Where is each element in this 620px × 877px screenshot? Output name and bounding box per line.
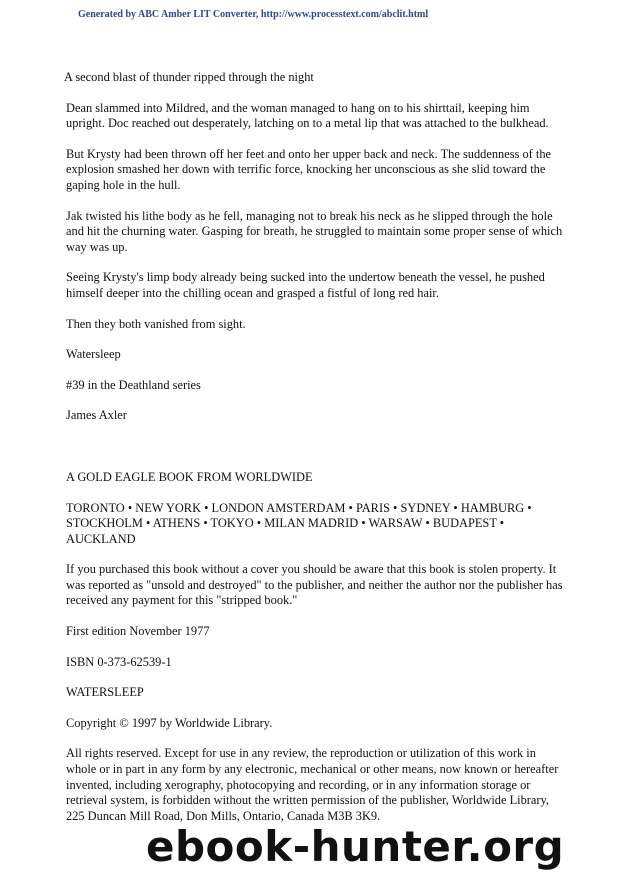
edition-line: First edition November 1977	[66, 624, 210, 639]
book-title: Watersleep	[66, 347, 121, 362]
paragraph-vanished: Then they both vanished from sight.	[66, 316, 246, 331]
paragraph-krysty: But Krysty had been thrown off her feet and onto her upper back and neck. The suddenness of the explosion smashed her down with terrific force, knocking her unconscious as she slid toward the gaping hole in the hull.	[66, 146, 555, 192]
document-body	[64, 70, 564, 824]
rights-reserved-notice: All rights reserved. Except for use in any review, the reproduction or utilization of this work in whole or in part in any form by any electronic, mechanical or other means, now known or hereafter invented, including xerography, photocopying and recording, or in any information storage or retrieval system, is forbidden without the written permission of the publisher, Worldwide Library, 225 Duncan Mill Road, Don Mills, Ontario, Canada M3B 3K9.	[66, 746, 562, 823]
paragraph-thunder: A second blast of thunder ripped through the night	[64, 70, 314, 84]
converter-header-link[interactable]: Generated by ABC Amber LIT Converter, http://www.processtext.com/abclit.html	[78, 9, 429, 20]
cities-line: TORONTO • NEW YORK • LONDON AMSTERDAM • PARIS • SYDNEY • HAMBURG • STOCKHOLM • ATHENS • TOKYO • MILAN MADRID • WARSAW • BUDAPEST • AUCKLAND	[66, 500, 535, 546]
isbn-line: ISBN 0-373-62539-1	[66, 654, 172, 669]
watermark-text: ebook-hunter.org	[146, 822, 565, 871]
paragraph-dean: Dean slammed into Mildred, and the woman managed to hang on to his shirttail, keeping him upright. Doc reached out desperately, latching on to a metal lip that was attached to the bulkhead.	[66, 100, 549, 131]
stripped-book-notice: If you purchased this book without a cover you should be aware that this book is stolen property. It was reported as "unsold and destroyed" to the publisher, and neither the author nor the publisher has received any payment for this "stripped book."	[66, 562, 566, 608]
author-name: James Axler	[66, 408, 127, 423]
paragraph-seeing-krysty: Seeing Krysty's limp body already being sucked into the undertow beneath the vessel, he pushed himself deeper into the chilling ocean and grasped a fistful of long red hair.	[66, 270, 548, 300]
paragraph-jak: Jak twisted his lithe body as he fell, managing not to break his neck as he slipped through the hole and hit the churning water. Gasping for breath, he struggled to maintain some proper sense of which way was up.	[66, 208, 566, 254]
publisher-line: A GOLD EAGLE BOOK FROM WORLDWIDE	[66, 469, 313, 484]
title-caps: WATERSLEEP	[66, 685, 144, 700]
series-line: #39 in the Deathland series	[66, 377, 201, 392]
copyright-line: Copyright © 1997 by Worldwide Library.	[66, 715, 273, 730]
